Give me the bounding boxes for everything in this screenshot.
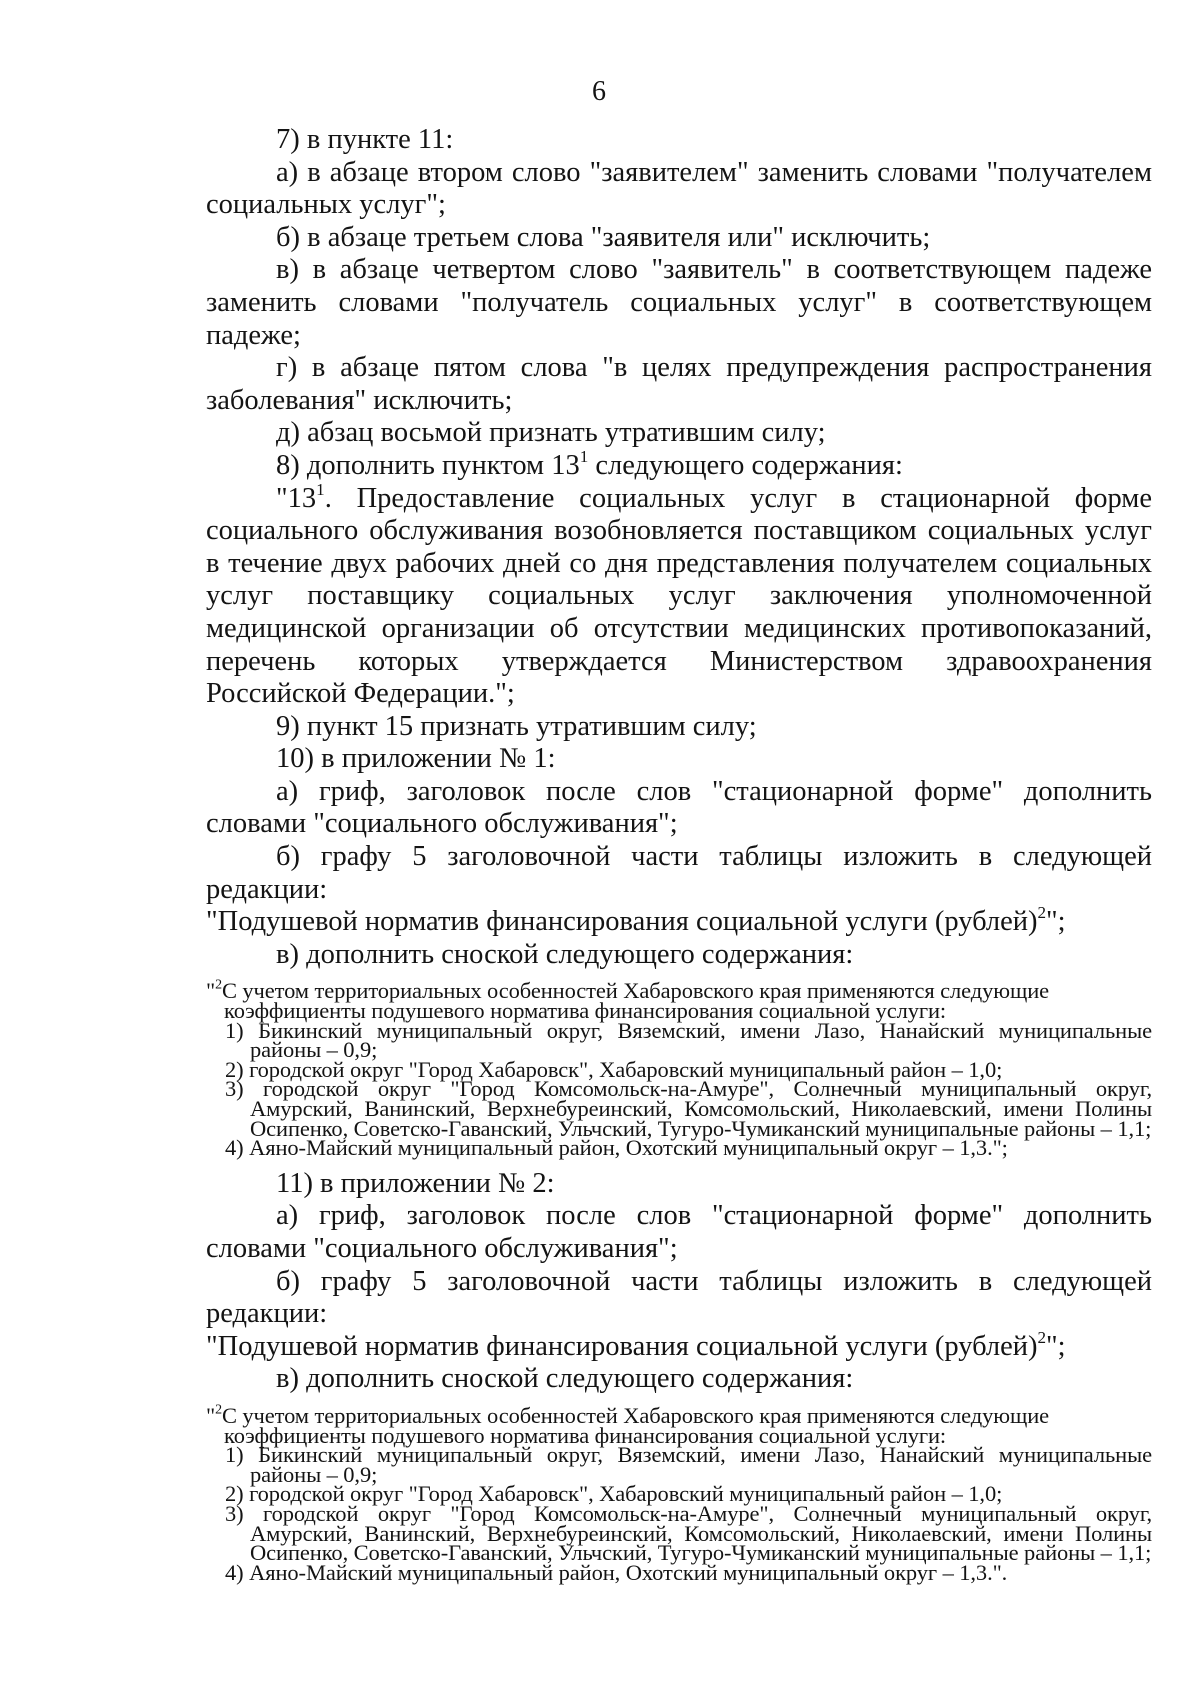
annex1-footnote bbox=[206, 977, 1152, 1161]
annex2-item-b: б) графу 5 заголовочной части таблицы изложить в следующей редакции: bbox=[206, 1265, 1152, 1330]
paragraph: 9) пункт 15 признать утратившим силу; bbox=[276, 710, 757, 742]
annex2-item-a: а) гриф, заголовок после слов "стационарной форме" дополнить словами "социального обслуживания"; bbox=[206, 1200, 1152, 1264]
text: " bbox=[206, 1402, 216, 1428]
footnote-item: 2) городской округ "Город Хабаровск", Хабаровский муниципальный район – 1,0; bbox=[225, 1056, 1003, 1082]
footnote-item: 1) Бикинский муниципальный округ, Вяземский, имени Лазо, Нанайский муниципальные районы – 0,9; bbox=[225, 1442, 1152, 1487]
text: " bbox=[206, 978, 216, 1004]
text: . Предоставление социальных услуг в стационарной форме социального обслуживания возобновляется поставщиком социальных услуг в течение двух рабочих дней со дня представления получателем социальных услуг поставщику социальных услуг заключения уполномоченной медицинской организации об отсутствии медицинских противопоказаний, перечень которых утверждается Министерством здравоохранения Российской Федерации."; bbox=[206, 482, 1152, 710]
annex1-item-b: б) графу 5 заголовочной части таблицы изложить в следующей редакции: bbox=[206, 841, 1152, 905]
footnote-item: 4) Аяно-Майский муниципальный район, Охотский муниципальный округ – 1,3."; bbox=[225, 1135, 1008, 1161]
annex2-column-quote bbox=[206, 1327, 1152, 1364]
annex1-column-quote bbox=[206, 903, 1152, 939]
text: "; bbox=[1046, 1330, 1066, 1362]
text: "Подушевой норматив финансирования социальной услуги (рублей) bbox=[206, 1330, 1038, 1362]
text: "Подушевой норматив финансирования социальной услуги (рублей) bbox=[206, 906, 1038, 938]
text: С учетом территориальных особенностей Хабаровского края применяются следующие bbox=[221, 978, 1050, 1004]
superscript: 1 bbox=[316, 479, 325, 499]
text: 8) дополнить пунктом 13 bbox=[276, 449, 580, 481]
footnote-item: 4) Аяно-Майский муниципальный район, Охотский муниципальный округ – 1,3.". bbox=[225, 1559, 1008, 1585]
footnote-item: 2) городской округ "Город Хабаровск", Хабаровский муниципальный район – 1,0; bbox=[225, 1481, 1003, 1507]
annex2-title: 11) в приложении № 2: bbox=[276, 1167, 555, 1199]
annex1-item-a: а) гриф, заголовок после слов "стационарной форме" дополнить словами "социального обслуживания"; bbox=[206, 775, 1152, 840]
superscript: 2 bbox=[215, 977, 222, 993]
footnote-item: 1) Бикинский муниципальный округ, Вяземский, имени Лазо, Нанайский муниципальные районы – 0,9; bbox=[225, 1017, 1152, 1063]
paragraph: д) абзац восьмой признать утратившим силу; bbox=[276, 417, 826, 449]
footnote-head-2: коэффициенты подушевого норматива финансирования социальной услуги: bbox=[224, 1422, 947, 1448]
superscript: 2 bbox=[215, 1402, 222, 1418]
paragraph: г) в абзаце пятом слова "в целях предупреждения распространения заболевания" исключить; bbox=[206, 352, 1152, 416]
paragraph: в) в абзаце четвертом слово "заявитель" в соответствующем падеже заменить словами "получатель социальных услуг" в соответствующем падеже; bbox=[206, 254, 1152, 351]
footnote-item: 3) городской округ "Город Комсомольск-на-Амуре", Солнечный муниципальный округ, Амурский, Ванинский, Верхнебуреинский, Комсомольский, Николаевский, имени Полины Осипенко, Советско-Гаванский, Ульчский, Тугуро-Чумиканский муниципальные районы – 1,1; bbox=[225, 1500, 1152, 1566]
annex1-title: 10) в приложении № 1: bbox=[276, 743, 556, 775]
paragraph-quote-13 bbox=[206, 479, 1152, 711]
text: "13 bbox=[276, 482, 317, 514]
footnote-head-2: коэффициенты подушевого норматива финансирования социальной услуги: bbox=[224, 998, 947, 1024]
text: "; bbox=[1046, 906, 1066, 938]
superscript: 2 bbox=[1037, 1327, 1047, 1347]
superscript: 1 bbox=[579, 446, 589, 466]
paragraph: б) в абзаце третьем слова "заявителя или" исключить; bbox=[276, 221, 931, 253]
annex1-item-c: в) дополнить сноской следующего содержания: bbox=[276, 938, 854, 970]
page-number: 6 bbox=[592, 76, 606, 107]
text: следующего содержания: bbox=[588, 449, 903, 481]
paragraph: 7) в пункте 11: bbox=[276, 124, 454, 155]
annex2-item-c: в) дополнить сноской следующего содержания: bbox=[276, 1363, 854, 1395]
paragraph: а) в абзаце втором слово "заявителем" заменить словами "получателем социальных услуг"; bbox=[206, 156, 1152, 221]
text: С учетом территориальных особенностей Хабаровского края применяются следующие bbox=[221, 1402, 1050, 1428]
document-body bbox=[206, 124, 1152, 1585]
annex2-footnote bbox=[206, 1402, 1152, 1585]
superscript: 2 bbox=[1037, 903, 1047, 923]
paragraph-item-8 bbox=[206, 446, 1152, 483]
footnote-item: 3) городской округ "Город Комсомольск-на-Амуре", Солнечный муниципальный округ, Амурский, Ванинский, Верхнебуреинский, Комсомольский, Николаевский, имени Полины Осипенко, Советско-Гаванский, Ульчский, Тугуро-Чумиканский муниципальные районы – 1,1; bbox=[225, 1076, 1152, 1141]
